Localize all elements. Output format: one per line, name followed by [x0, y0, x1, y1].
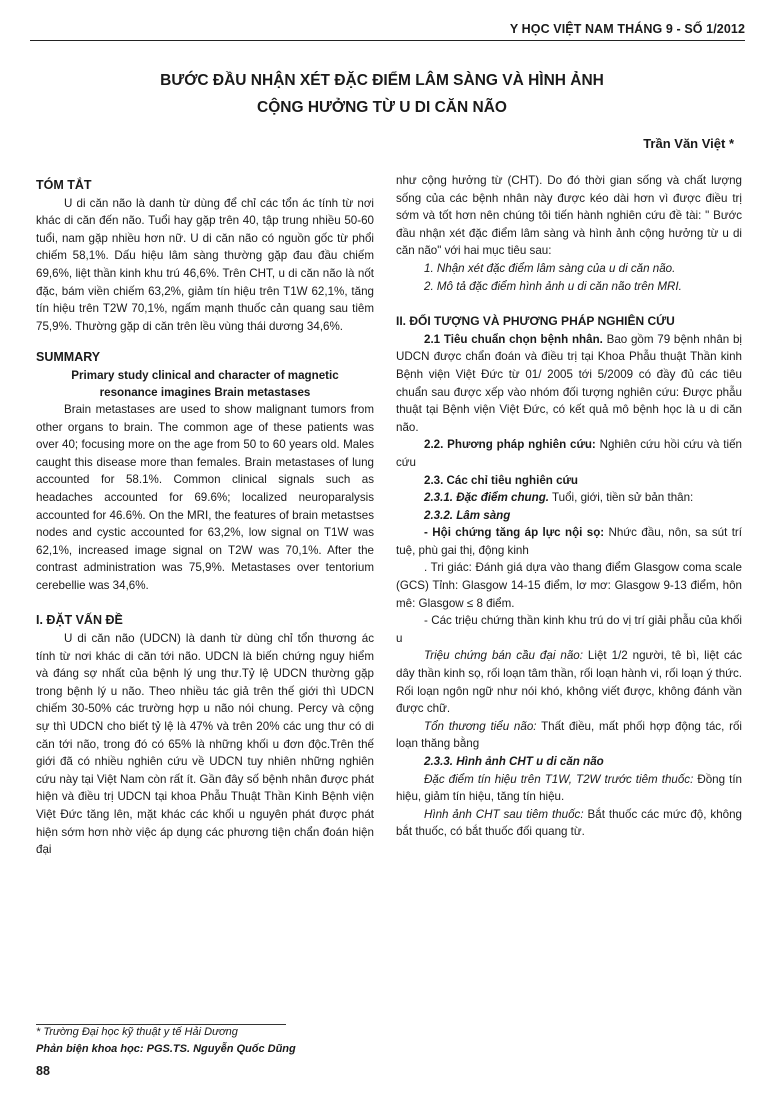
- title-line-2: CỘNG HƯỞNG TỪ U DI CĂN NÃO: [257, 99, 507, 116]
- article-title: [60, 67, 704, 121]
- summary-subtitle-1: Primary study clinical and character of magnetic: [71, 368, 339, 382]
- abstract-heading: TÓM TẮT: [36, 178, 92, 192]
- section-2-2-text: Nghiên cứu hồi cứu và tiến cứu: [396, 438, 742, 469]
- introduction-text: U di căn não (UDCN) là danh từ dùng chỉ tổn thương ác tính từ nơi khác di căn tới não. UDCN là biến chứng nguy hiểm và đáng sợ nhất của bệnh lý ung thư.Tỷ lệ UDCN thường gặp trong bệnh lý u não. Theo nhiều tác giả trên thế giới thì UDCN chiếm 30-50% các trường hợp u não nói chung. Percy và cộng sự thì UDCN cho biết tỷ lệ là 47% và trên 20% các ung thư có di căn tới não, trong đó có 65% là những khối u đơn độc.Trên thế giới đã có nhiều nghiên cứu về UDCN tuy nhiên những nghiên cứu này tại Việt Nam còn rất ít. Gần đây số bệnh nhân được phát hiện và điều trị UDCN tại khoa Phẫu Thuật Thần Kinh Bệnh viện Việt Đức tăng lên, mặt khác các khối u nguyên phát được phát hiện sớm hơn nhờ việc áp dụng các phương tiện chẩn đoán hiện đại: [36, 632, 374, 857]
- section-2-2-label: 2.2. Phương pháp nghiên cứu:: [424, 438, 596, 452]
- summary-text: Brain metastases are used to show malignant tumors from other organs to brain. The common age of these patients was over 40; focusing more on the age from 50 to 60 years old. Males caught this disease more than females. Brain metastases of lung accounted for 58.1%. Common clinical signals such as headaches accounted for 69.6%; localized neuroparalysis accounted for 46.6%. On the MRI, the features of brain metastses nodes and cystic accounted for 63,2%, low signal on T1W was 62,1%, increased image signal on T2W was 70,1%. After the contrast administration was 75,9%. Metastases over tentorium cerebellie was 34,6%.: [36, 402, 374, 592]
- author-affiliation: * Trường Đại học kỹ thuật y tế Hải Dương: [36, 1026, 238, 1038]
- intracranial-pressure-label: - Hội chứng tăng áp lực nội sọ:: [424, 526, 605, 540]
- section-2-2: [396, 436, 742, 471]
- author: Trần Văn Việt *: [643, 136, 734, 151]
- left-column: [36, 172, 374, 859]
- section-2-1-text: Bao gồm 79 bệnh nhân bị UDCN được chẩn đoán và điều trị tại Khoa Phẫu thuật Thần kinh Bệnh viện Việt Đức từ 01/ 2005 tới 5/2009 có đầy đủ các tiêu chuẩn sau được xếp vào nhóm đối tượng nghiên cứu: Được phẫu thuật tại Bệnh viện Việt Đức, có kết quả mô bệnh học là u di căn não.: [396, 332, 742, 434]
- post-contrast-label: Hình ảnh CHT sau tiêm thuốc:: [424, 807, 584, 821]
- pre-contrast-signal-text: Đồng tín hiệu, giảm tín hiệu, tăng tín hiệu.: [396, 772, 742, 804]
- hemisphere-symptoms-item: [396, 647, 742, 717]
- summary-heading: SUMMARY: [36, 350, 101, 365]
- pre-contrast-signal-label: Đặc điểm tín hiệu trên T1W, T2W trước tiêm thuốc:: [424, 772, 694, 786]
- methods-heading: II. ĐỐI TƯỢNG VÀ PHƯƠNG PHÁP NGHIÊN CỨU: [396, 314, 675, 329]
- cerebellar-lesion-text: Thất điều, mất phối hợp động tác, rối loạn thăng bằng: [396, 719, 742, 751]
- section-2-3-2-heading: 2.3.2. Lâm sàng: [424, 508, 511, 522]
- intracranial-pressure-item: [396, 524, 742, 559]
- header-rule: [30, 40, 745, 41]
- post-contrast-text: Bắt thuốc các mức độ, không bắt thuốc, có bắt thuốc đối quang từ.: [396, 807, 742, 839]
- cerebellar-lesion-item: [396, 718, 742, 753]
- introduction-heading: I. ĐẶT VẤN ĐỀ: [36, 613, 123, 628]
- page-number: 88: [36, 1064, 50, 1078]
- post-contrast-item: [396, 806, 742, 841]
- hemisphere-symptoms-label: Triệu chứng bán cầu đại não:: [424, 649, 583, 663]
- right-column: [396, 172, 742, 841]
- section-2-3-1: [396, 489, 742, 507]
- cerebellar-lesion-label: Tổn thương tiểu não:: [424, 719, 537, 733]
- section-2-3-1-text: Tuổi, giới, tiền sử bản thân:: [549, 491, 694, 505]
- scientific-reviewer: Phản biện khoa học: PGS.TS. Nguyễn Quốc Dũng: [36, 1043, 296, 1055]
- section-2-3-heading: 2.3. Các chỉ tiêu nghiên cứu: [424, 473, 578, 487]
- intracranial-pressure-text: Nhức đầu, nôn, sa sút trí tuệ, phù gai thị, động kinh: [396, 526, 743, 557]
- journal-header: Y HỌC VIỆT NAM THÁNG 9 - SỐ 1/2012: [509, 22, 745, 36]
- objective-1: 1. Nhận xét đặc điểm lâm sàng của u di căn não.: [424, 261, 676, 275]
- footnote-rule: [36, 1024, 286, 1025]
- summary-subtitle-2: resonance imagines Brain metastases: [99, 385, 311, 399]
- section-2-3-3-heading: 2.3.3. Hình ảnh CHT u di căn não: [424, 755, 604, 768]
- focal-symptoms-item: - Các triệu chứng thần kinh khu trú do vị trí giải phẫu của khối u: [396, 614, 742, 645]
- hemisphere-symptoms-text: Liệt 1/2 người, tê bì, liệt các dây thần kinh sọ, rối loạn tâm thần, rối loạn hành vi, rối loạn ý thức. Rối loạn ngôn ngữ như nói khó, không viết được, không đánh vần được chữ.: [396, 649, 742, 716]
- consciousness-item: . Tri giác: Đánh giá dựa vào thang điểm Glasgow coma scale (GCS) Tỉnh: Glasgow 14-15 điểm, lơ mơ: Glasgow 9-13 điểm, hôn mê: Glasgow ≤ 8 điểm.: [396, 561, 742, 610]
- objective-2: 2. Mô tả đặc điểm hình ảnh u di căn não trên MRI.: [424, 279, 682, 293]
- section-2-3-1-label: 2.3.1. Đặc điểm chung.: [424, 491, 549, 505]
- abstract-text: U di căn não là danh từ dùng để chỉ các tổn ác tính từ nơi khác di căn đến não. Tuổi hay gặp trên 40, tập trung nhiều 50-60 tuổi, nam gặp nhiều hơn nữ. U di căn não có nguồn gốc từ phổi chiếm 58,1%. Dấu hiệu lâm sàng thường gặp đau đầu chiếm 69,6%, liệt thần kinh khu trú 46,6%. Trên CHT, u di căn não là nốt đặc, bám viền chiếm 63,2%, giảm tín hiệu trên T1W 62,1%, tăng tín hiệu trên T2W 70,1%, ngấm mạnh thuốc cản quang sau tiêm 75,9%. Thường gặp di căn trên lều vùng thái dương 34,6%.: [36, 196, 374, 333]
- introduction-continued: như cộng hưởng từ (CHT). Do đó thời gian sống và chất lượng sống của các bệnh nhân này được kéo dài hơn vì được điều trị sớm và tốt hơn nên chúng tôi tiến hành nghiên cứu đề tài: " Bước đầu nhận xét đặc điểm lâm sàng và hình ảnh cộng hưởng từ u di căn não" với hai mục tiêu sau:: [396, 174, 742, 258]
- title-line-1: BƯỚC ĐẦU NHẬN XÉT ĐẶC ĐIỂM LÂM SÀNG VÀ HÌNH ẢNH: [160, 72, 604, 89]
- pre-contrast-signal-item: [396, 771, 742, 806]
- section-2-1-label: 2.1 Tiêu chuẩn chọn bệnh nhân.: [424, 332, 603, 346]
- section-2-1: [396, 331, 742, 437]
